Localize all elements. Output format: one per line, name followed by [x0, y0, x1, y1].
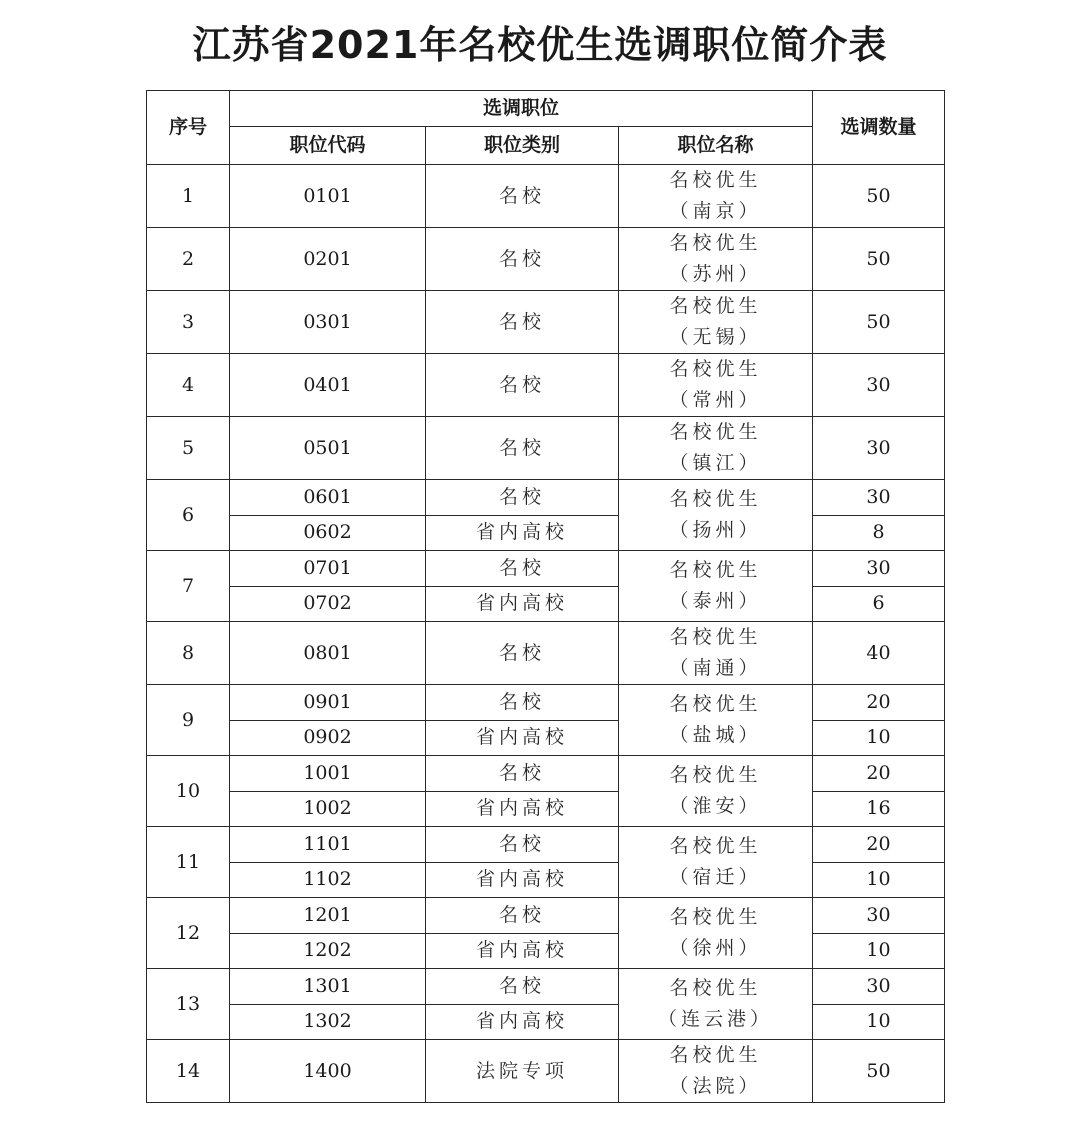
table-row [147, 685, 945, 721]
table-row [147, 586, 945, 622]
position-name-line2: （淮安） [669, 795, 762, 817]
code-cell: 1400 [230, 1040, 426, 1103]
table-row [147, 827, 945, 863]
category-cell: 省内高校 [426, 515, 619, 551]
positions-table [146, 90, 945, 1103]
category-cell: 名校 [426, 165, 619, 228]
count-cell: 30 [813, 551, 945, 587]
table-row [147, 515, 945, 551]
category-cell: 省内高校 [426, 586, 619, 622]
header-name: 职位名称 [619, 127, 813, 165]
position-name-line1: 名校优生 [669, 559, 762, 581]
seq-cell: 2 [147, 228, 230, 291]
code-cell: 0701 [230, 551, 426, 587]
count-cell: 10 [813, 933, 945, 969]
position-name-line1: 名校优生 [669, 764, 762, 786]
position-name-line1: 名校优生 [669, 358, 762, 380]
code-cell: 0501 [230, 417, 426, 480]
seq-cell: 1 [147, 165, 230, 228]
position-name-line2: （泰州） [669, 590, 762, 612]
count-cell: 16 [813, 791, 945, 827]
seq-cell: 6 [147, 480, 230, 551]
category-cell: 省内高校 [426, 862, 619, 898]
header-seq: 序号 [147, 91, 230, 165]
position-name-line2: （无锡） [669, 326, 762, 348]
count-cell: 10 [813, 1004, 945, 1040]
table-row [147, 1004, 945, 1040]
seq-cell: 11 [147, 827, 230, 898]
table-row [147, 228, 945, 291]
code-cell: 0901 [230, 685, 426, 721]
table-row [147, 791, 945, 827]
table-row [147, 165, 945, 228]
count-cell: 8 [813, 515, 945, 551]
table-row [147, 756, 945, 792]
positions-table-body [147, 91, 945, 1103]
table-row [147, 291, 945, 354]
seq-cell: 8 [147, 622, 230, 685]
header-category: 职位类别 [426, 127, 619, 165]
count-cell: 50 [813, 291, 945, 354]
header-count: 选调数量 [813, 91, 945, 165]
code-cell: 0702 [230, 586, 426, 622]
header-position-group: 选调职位 [230, 91, 813, 127]
position-name-line2: （法院） [669, 1075, 762, 1097]
position-name-line1: 名校优生 [669, 626, 762, 648]
count-cell: 50 [813, 1040, 945, 1103]
category-cell: 省内高校 [426, 791, 619, 827]
seq-cell: 5 [147, 417, 230, 480]
seq-cell: 13 [147, 969, 230, 1040]
position-name-cell [619, 551, 813, 622]
table-row [147, 354, 945, 417]
category-cell: 名校 [426, 417, 619, 480]
code-cell: 0801 [230, 622, 426, 685]
position-name-line2: （南京） [669, 200, 762, 222]
position-name-line1: 名校优生 [669, 421, 762, 443]
table-row [147, 969, 945, 1005]
code-cell: 0201 [230, 228, 426, 291]
category-cell: 名校 [426, 685, 619, 721]
count-cell: 30 [813, 480, 945, 516]
seq-cell: 4 [147, 354, 230, 417]
category-cell: 名校 [426, 480, 619, 516]
table-row [147, 720, 945, 756]
code-cell: 1201 [230, 898, 426, 934]
page-title: 江苏省2021年名校优生选调职位简介表 [192, 23, 888, 67]
category-cell: 名校 [426, 228, 619, 291]
position-name-cell [619, 480, 813, 551]
header-row-top [147, 91, 945, 127]
position-name-cell [619, 165, 813, 228]
count-cell: 40 [813, 622, 945, 685]
table-row [147, 480, 945, 516]
position-name-line1: 名校优生 [669, 295, 762, 317]
seq-cell: 3 [147, 291, 230, 354]
category-cell: 名校 [426, 622, 619, 685]
position-name-line1: 名校优生 [669, 693, 762, 715]
code-cell: 0301 [230, 291, 426, 354]
category-cell: 法院专项 [426, 1040, 619, 1103]
position-name-cell [619, 291, 813, 354]
position-name-line1: 名校优生 [669, 232, 762, 254]
category-cell: 名校 [426, 551, 619, 587]
seq-cell: 7 [147, 551, 230, 622]
code-cell: 1002 [230, 791, 426, 827]
seq-cell: 12 [147, 898, 230, 969]
seq-cell: 10 [147, 756, 230, 827]
position-name-line1: 名校优生 [669, 169, 762, 191]
position-name-cell [619, 1040, 813, 1103]
count-cell: 20 [813, 685, 945, 721]
table-row [147, 862, 945, 898]
position-name-cell [619, 417, 813, 480]
code-cell: 1101 [230, 827, 426, 863]
code-cell: 0902 [230, 720, 426, 756]
table-row [147, 417, 945, 480]
category-cell: 名校 [426, 756, 619, 792]
position-name-line2: （扬州） [669, 519, 762, 541]
position-name-cell [619, 756, 813, 827]
code-cell: 0401 [230, 354, 426, 417]
seq-cell: 14 [147, 1040, 230, 1103]
code-cell: 1302 [230, 1004, 426, 1040]
code-cell: 1202 [230, 933, 426, 969]
position-name-line1: 名校优生 [669, 1044, 762, 1066]
position-name-line2: （常州） [669, 389, 762, 411]
position-name-cell [619, 898, 813, 969]
count-cell: 6 [813, 586, 945, 622]
position-name-line2: （连云港） [657, 1008, 773, 1030]
position-name-cell [619, 827, 813, 898]
table-row [147, 1040, 945, 1103]
header-code: 职位代码 [230, 127, 426, 165]
category-cell: 省内高校 [426, 720, 619, 756]
seq-cell: 9 [147, 685, 230, 756]
count-cell: 30 [813, 354, 945, 417]
table-row [147, 622, 945, 685]
count-cell: 30 [813, 969, 945, 1005]
position-name-line2: （南通） [669, 657, 762, 679]
position-name-line2: （镇江） [669, 452, 762, 474]
position-name-line2: （盐城） [669, 724, 762, 746]
table-row [147, 898, 945, 934]
position-name-line2: （徐州） [669, 937, 762, 959]
category-cell: 名校 [426, 291, 619, 354]
count-cell: 50 [813, 228, 945, 291]
position-name-line2: （宿迁） [669, 866, 762, 888]
count-cell: 10 [813, 720, 945, 756]
category-cell: 名校 [426, 827, 619, 863]
table-row [147, 933, 945, 969]
category-cell: 名校 [426, 898, 619, 934]
category-cell: 省内高校 [426, 1004, 619, 1040]
code-cell: 1301 [230, 969, 426, 1005]
code-cell: 0601 [230, 480, 426, 516]
count-cell: 30 [813, 417, 945, 480]
position-name-cell [619, 228, 813, 291]
position-name-line1: 名校优生 [669, 906, 762, 928]
code-cell: 1001 [230, 756, 426, 792]
count-cell: 30 [813, 898, 945, 934]
count-cell: 50 [813, 165, 945, 228]
count-cell: 10 [813, 862, 945, 898]
table-row [147, 551, 945, 587]
category-cell: 省内高校 [426, 933, 619, 969]
position-name-cell [619, 685, 813, 756]
category-cell: 名校 [426, 354, 619, 417]
position-name-cell [619, 354, 813, 417]
position-name-line2: （苏州） [669, 263, 762, 285]
code-cell: 0101 [230, 165, 426, 228]
position-name-line1: 名校优生 [669, 835, 762, 857]
position-name-line1: 名校优生 [669, 488, 762, 510]
position-name-cell [619, 622, 813, 685]
category-cell: 名校 [426, 969, 619, 1005]
code-cell: 1102 [230, 862, 426, 898]
position-name-cell [619, 969, 813, 1040]
count-cell: 20 [813, 756, 945, 792]
code-cell: 0602 [230, 515, 426, 551]
count-cell: 20 [813, 827, 945, 863]
position-name-line1: 名校优生 [669, 977, 762, 999]
